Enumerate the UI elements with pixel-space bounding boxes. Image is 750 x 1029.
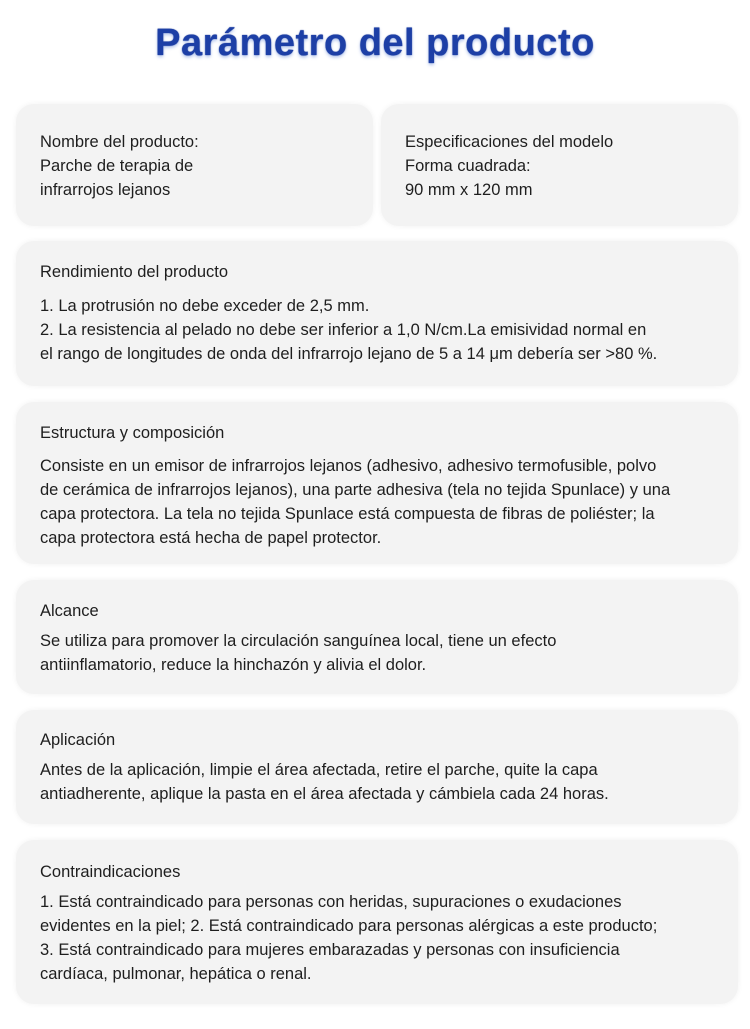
application-block [40,728,724,806]
contraindications-heading: Contraindicaciones [40,863,181,881]
scope-card [16,580,738,694]
product-name-block [40,130,359,202]
product-name-label: Nombre del producto: [40,133,199,151]
structure-block [40,421,724,550]
model-spec-size: 90 mm x 120 mm [405,181,533,199]
structure-line3: capa protectora. La tela no tejida Spunlace está compuesta de fibras de poliéster; la [40,505,655,523]
performance-item-2-line1: 2. La resistencia al pelado no debe ser inferior a 1,0 N/cm.La emisividad normal en [40,321,647,339]
page-title: Parámetro del producto [155,22,595,64]
contraindications-card [16,840,738,1004]
product-name-value-line1: Parche de terapia de [40,157,194,175]
contraindications-line4: cardíaca, pulmonar, hepática o renal. [40,965,312,983]
performance-item-2-line2: el rango de longitudes de onda del infrarrojo lejano de 5 a 14 μm debería ser >80 %. [40,345,658,363]
scope-line1: Se utiliza para promover la circulación sanguínea local, tiene un efecto [40,632,557,650]
structure-line1: Consiste en un emisor de infrarrojos lejanos (adhesivo, adhesivo termofusible, polvo [40,457,657,475]
contraindications-line1: 1. Está contraindicado para personas con heridas, supuraciones o exudaciones [40,893,622,911]
scope-heading: Alcance [40,602,99,620]
performance-heading: Rendimiento del producto [40,263,229,281]
structure-line4: capa protectora está hecha de papel protector. [40,529,382,547]
product-name-card [16,104,373,226]
model-spec-block [405,130,724,202]
scope-block [40,599,724,677]
model-spec-card [381,104,738,226]
contraindications-block [40,860,724,986]
contraindications-line3: 3. Está contraindicado para mujeres embarazadas y personas con insuficiencia [40,941,620,959]
product-name-value-line2: infrarrojos lejanos [40,181,171,199]
structure-card [16,402,738,564]
scope-line2: antiinflamatorio, reduce la hinchazón y alivia el dolor. [40,656,427,674]
application-heading: Aplicación [40,731,116,749]
performance-block [40,260,724,366]
application-line2: antiadherente, aplique la pasta en el área afectada y cámbiela cada 24 horas. [40,785,609,803]
structure-line2: de cerámica de infrarrojos lejanos), una parte adhesiva (tela no tejida Spunlace) y una [40,481,671,499]
performance-item-1: 1. La protrusión no debe exceder de 2,5 mm. [40,297,370,315]
model-spec-label: Especificaciones del modelo [405,133,614,151]
performance-card [16,241,738,386]
model-spec-shape: Forma cuadrada: [405,157,531,175]
structure-heading: Estructura y composición [40,424,225,442]
application-card [16,710,738,824]
application-line1: Antes de la aplicación, limpie el área afectada, retire el parche, quite la capa [40,761,598,779]
contraindications-line2: evidentes en la piel; 2. Está contraindicado para personas alérgicas a este producto; [40,917,658,935]
